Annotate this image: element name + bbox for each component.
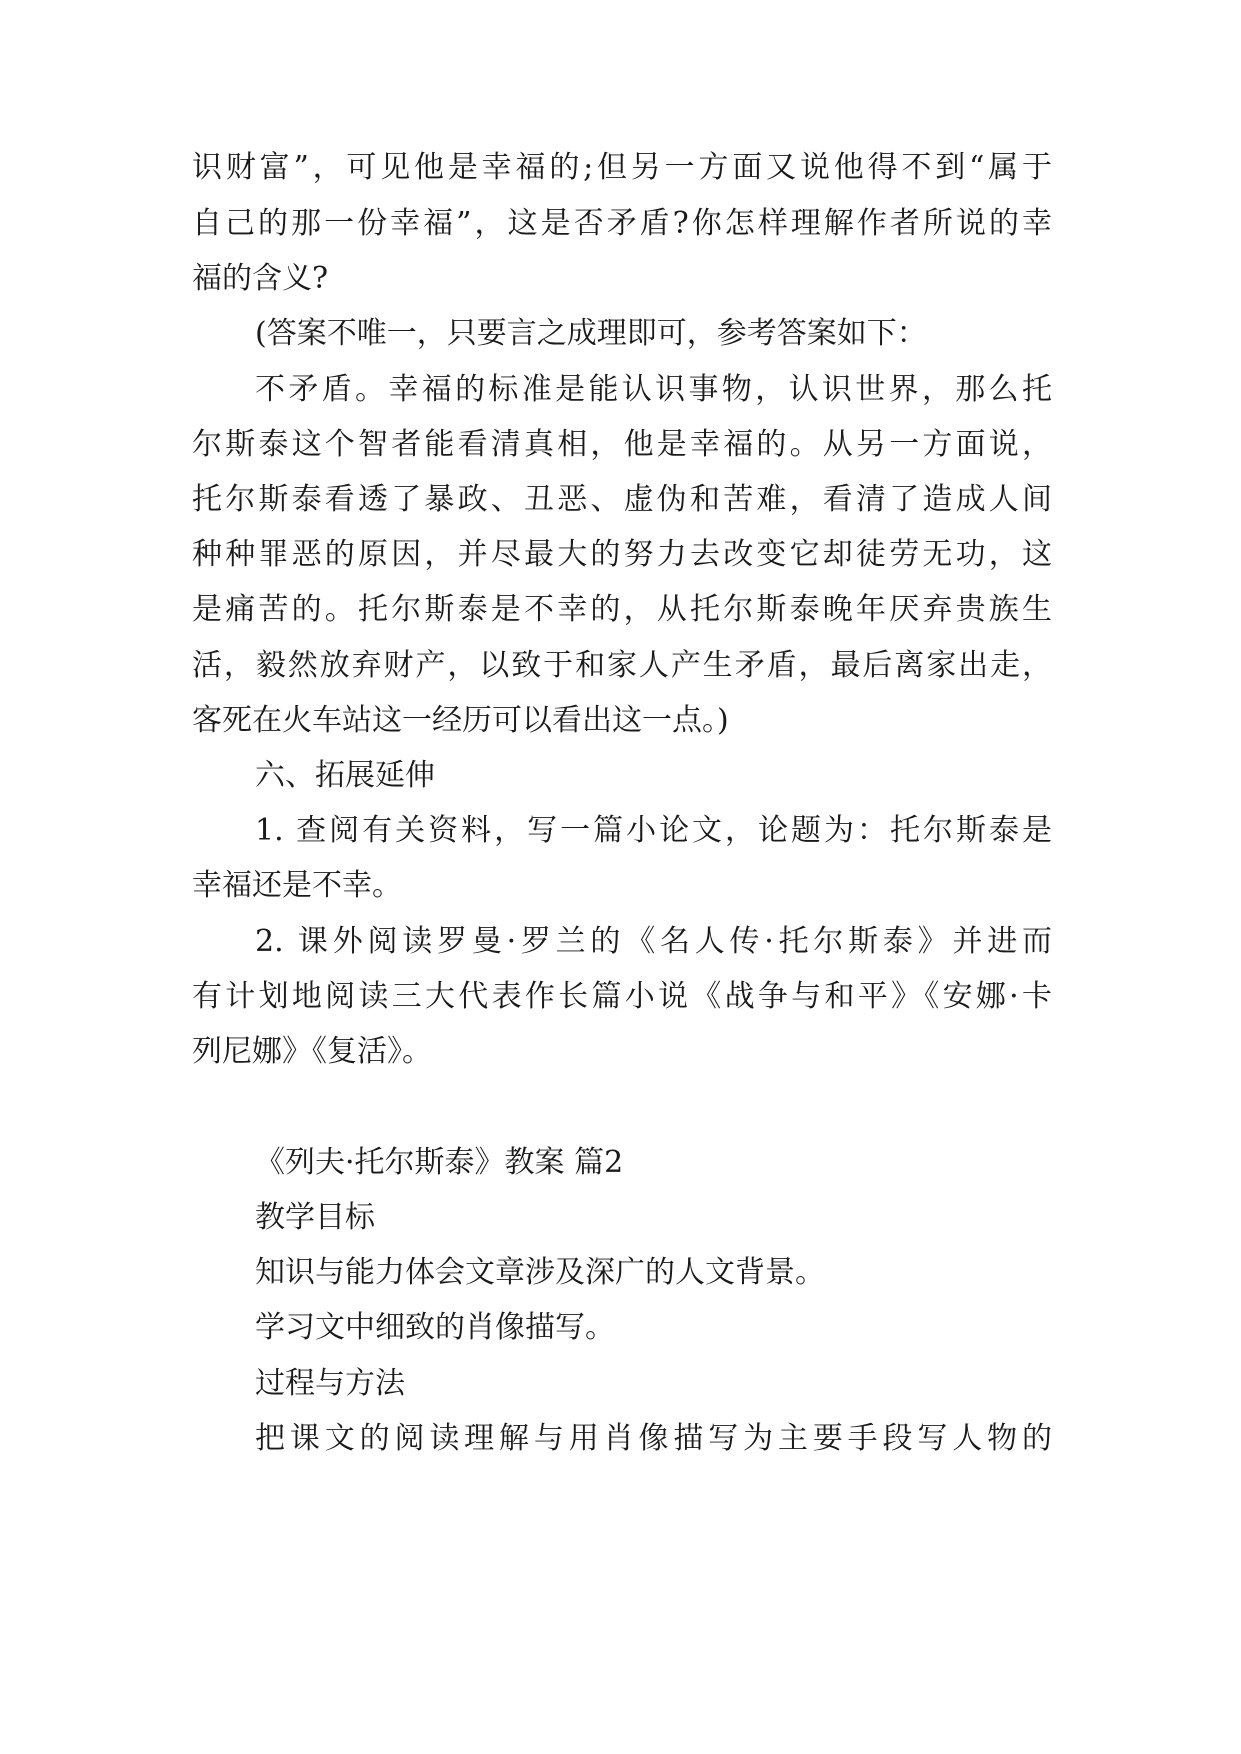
list-item: 1. 查阅有关资料，写一篇小论文，论题为：托尔斯泰是: [255, 813, 1052, 848]
paragraph-line: 托尔斯泰看透了暴政、丑恶、虚伪和苦难，看清了造成人间: [192, 482, 1052, 517]
paragraph-line: 客死在火车站这一经历可以看出这一点。): [192, 703, 729, 738]
section-title: 《列夫·托尔斯泰》教案 篇2: [255, 1145, 624, 1180]
list-item-continuation: 列尼娜》《复活》。: [192, 1034, 432, 1069]
section-heading: 教学目标: [255, 1200, 375, 1235]
paragraph-line: 福的含义?: [192, 261, 329, 296]
paragraph-line: 活，毅然放弃财产，以致于和家人产生矛盾，最后离家出走，: [192, 648, 1052, 683]
paragraph-line: 把课文的阅读理解与用肖像描写为主要手段写人物的: [255, 1421, 1052, 1456]
paragraph-line: 识财富”，可见他是幸福的;但另一方面又说他得不到“属于: [192, 150, 1052, 185]
list-item-continuation: 幸福还是不幸。: [192, 868, 402, 903]
paragraph-line: 种种罪恶的原因，并尽最大的努力去改变它却徒劳无功，这: [192, 537, 1052, 572]
paragraph-line: 尔斯泰这个智者能看清真相，他是幸福的。从另一方面说，: [192, 427, 1052, 462]
section-heading: 过程与方法: [255, 1366, 405, 1401]
paragraph-line: 学习文中细致的肖像描写。: [255, 1310, 615, 1345]
paragraph-line: 知识与能力体会文章涉及深广的人文背景。: [255, 1255, 825, 1290]
paragraph-line: (答案不唯一，只要言之成理即可，参考答案如下：: [255, 316, 927, 351]
list-item: 2. 课外阅读罗曼·罗兰的《名人传·托尔斯泰》并进而: [255, 924, 1052, 959]
paragraph-line: 是痛苦的。托尔斯泰是不幸的，从托尔斯泰晚年厌弃贵族生: [192, 592, 1052, 627]
paragraph-line: 自己的那一份幸福”，这是否矛盾?你怎样理解作者所说的幸: [192, 206, 1052, 241]
section-heading: 六、拓展延伸: [255, 758, 435, 793]
list-item-continuation: 有计划地阅读三大代表作长篇小说《战争与和平》《安娜·卡: [192, 979, 1052, 1014]
paragraph-line: 不矛盾。幸福的标准是能认识事物，认识世界，那么托: [255, 372, 1052, 407]
